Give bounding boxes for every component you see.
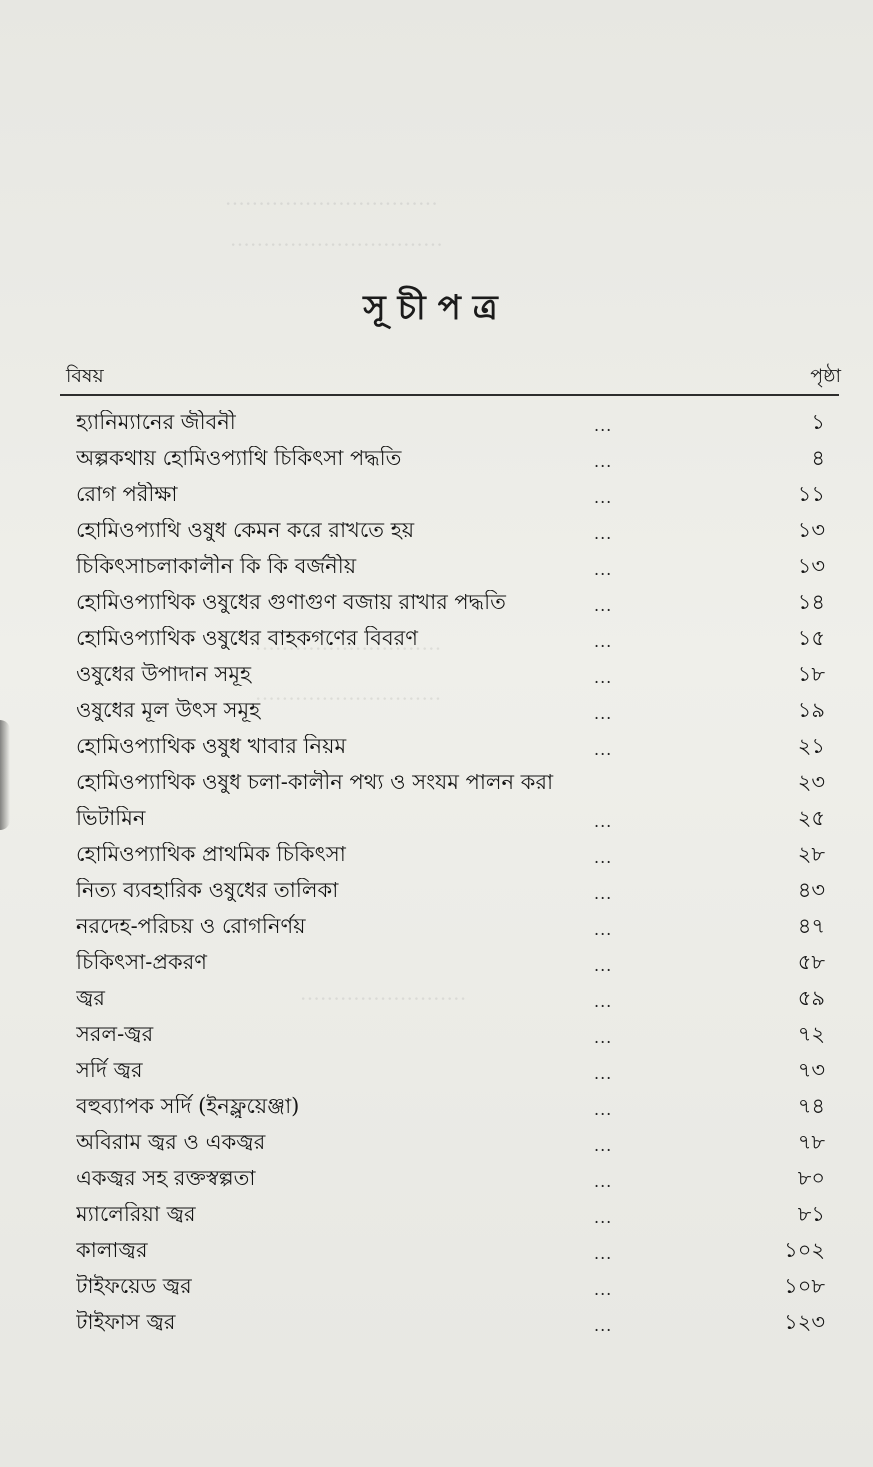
toc-entry-title: ভিটামিন [76,806,146,830]
toc-row [0,694,873,730]
dot-leader: ... [594,1316,613,1335]
toc-row [0,1306,873,1342]
toc-entry-title: হোমিওপ্যাথিক ওষুধের বাহকগণের বিবরণ [76,626,418,650]
toc-page-number: ৭৮ [797,1130,825,1154]
toc-row [0,1090,873,1126]
toc-row [0,982,873,1018]
page-heading: পৃষ্ঠা [810,365,841,387]
toc-row [0,1126,873,1162]
toc-page-number: ৮০ [797,1166,825,1190]
toc-page-number: ৭৪ [797,1094,825,1118]
dot-leader: ... [594,812,613,831]
toc-row [0,910,873,946]
dot-leader: ... [594,1100,613,1119]
show-through-text-4: ॱॱॱॱॱॱॱॱॱॱॱॱॱॱॱॱॱॱॱॱॱॱॱॱॱॱॱॱ [255,692,442,716]
toc-entry-title: হ্যানিম্যানের জীবনী [76,410,236,434]
toc-entry-title: টাইফয়েড জ্বর [76,1274,192,1298]
toc-row [0,658,873,694]
toc-row [0,730,873,766]
dot-leader: ... [594,524,613,543]
toc-page-number: ৮১ [797,1202,825,1226]
toc-entry-title: হোমিওপ্যাথি ওষুধ কেমন করে রাখতে হয় [76,518,415,542]
toc-page-number: ১৯ [797,698,825,722]
toc-entry-title: হোমিওপ্যাথিক ওষুধের গুণাগুণ বজায় রাখার পদ্ধতি [76,590,506,614]
toc-row [0,1270,873,1306]
show-through-text-3: ॱॱॱॱॱॱॱॱॱॱॱॱॱॱॱॱॱॱॱॱॱॱॱॱॱॱॱॱ [255,642,442,666]
dot-leader: ... [594,1136,613,1155]
toc-entry-title: সরল-জ্বর [76,1022,154,1046]
dot-leader: ... [594,956,613,975]
toc-entry-title: জ্বর [76,986,105,1010]
toc-page-number: ৪৭ [797,914,825,938]
dot-leader: ... [594,416,613,435]
toc-page-number: ১ [811,410,825,434]
dot-leader: ... [594,488,613,507]
header-divider [60,394,839,396]
dot-leader: ... [594,560,613,579]
toc-page-number: ২৮ [797,842,825,866]
toc-entry-title: ওষুধের উপাদান সমূহ [76,662,252,686]
dot-leader: ... [594,668,613,687]
toc-row [0,802,873,838]
dot-leader: ... [594,1028,613,1047]
toc-row [0,1198,873,1234]
show-through-text-2: ॱॱॱॱॱॱॱॱॱॱॱॱॱॱॱॱॱॱॱॱॱॱॱॱॱॱॱॱॱॱॱॱ [230,238,444,262]
toc-row [0,1054,873,1090]
toc-page-number: ১৩ [797,518,825,542]
dot-leader: ... [594,740,613,759]
toc-entry-title: হোমিওপ্যাথিক ওষুধ খাবার নিয়ম [76,734,347,758]
toc-page-number: ১০২ [784,1238,825,1262]
toc-entry-title: চিকিৎসাচলাকালীন কি কি বর্জনীয় [76,554,357,578]
toc-page-number: ১৩ [797,554,825,578]
toc-row [0,1234,873,1270]
toc-row [0,442,873,478]
toc-entry-title: টাইফাস জ্বর [76,1310,176,1334]
toc-entry-title: নরদেহ-পরিচয় ও রোগনির্ণয় [76,914,306,938]
toc-row [0,1018,873,1054]
toc-page-number: ৭৩ [797,1058,825,1082]
dot-leader: ... [594,1064,613,1083]
toc-row [0,406,873,442]
toc-entry-title: হোমিওপ্যাথিক ওষুধ চলা-কালীন পথ্য ও সংযম পালন করা [76,770,554,794]
toc-entry-title: রোগ পরীক্ষা [76,482,178,506]
table-of-contents [0,406,873,1342]
toc-page-number: ১১ [797,482,825,506]
toc-row [0,766,873,802]
toc-row [0,838,873,874]
dot-leader: ... [594,920,613,939]
toc-entry-title: সর্দি জ্বর [76,1058,143,1082]
contents-title: সূচীপত্র [363,288,510,328]
dot-leader: ... [594,1172,613,1191]
toc-row [0,1162,873,1198]
toc-page-number: ১৮ [797,662,825,686]
toc-page-number: ২৫ [797,806,825,830]
toc-page-number: ৪৩ [797,878,825,902]
dot-leader: ... [594,596,613,615]
toc-page-number: ২১ [797,734,825,758]
toc-page-number: ২৩ [797,770,825,794]
dot-leader: ... [594,884,613,903]
dot-leader: ... [594,452,613,471]
toc-entry-title: বহুব্যাপক সর্দি (ইনফ্লুয়েঞ্জা) [76,1094,300,1118]
toc-page-number: ১০৮ [784,1274,825,1298]
toc-entry-title: হোমিওপ্যাথিক প্রাথমিক চিকিৎসা [76,842,346,866]
subject-heading: বিষয় [66,365,104,387]
toc-page-number: ৭২ [797,1022,825,1046]
toc-row [0,622,873,658]
table-header [66,362,841,390]
toc-entry-title: একজ্বর সহ রক্তস্বল্পতা [76,1166,256,1190]
dot-leader: ... [594,1208,613,1227]
toc-row [0,514,873,550]
toc-entry-title: ওষুধের মূল উৎস সমূহ [76,698,261,722]
toc-entry-title: ম্যালেরিয়া জ্বর [76,1202,196,1226]
dot-leader: ... [594,1280,613,1299]
dot-leader: ... [594,848,613,867]
toc-row [0,586,873,622]
toc-page-number: ১২৩ [784,1310,825,1334]
toc-entry-title: নিত্য ব্যবহারিক ওষুধের তালিকা [76,878,339,902]
toc-row [0,874,873,910]
dot-leader: ... [594,992,613,1011]
dot-leader: ... [594,1244,613,1263]
dot-leader: ... [594,632,613,651]
toc-entry-title: চিকিৎসা-প্রকরণ [76,950,207,974]
toc-row [0,478,873,514]
toc-page-number: ১৫ [797,626,825,650]
show-through-text: ॱॱॱॱॱॱॱॱॱॱॱॱॱॱॱॱॱॱॱॱॱॱॱॱॱॱॱॱॱॱॱॱ [225,197,439,221]
show-through-text-5: ॱॱॱॱॱॱॱॱॱॱॱॱॱॱॱॱॱॱॱॱॱॱॱॱॱ [300,992,467,1016]
toc-page-number: ৫৮ [797,950,825,974]
toc-page-number: ৫৯ [797,986,825,1010]
toc-entry-title: কালাজ্বর [76,1238,148,1262]
dot-leader: ... [594,704,613,723]
toc-row [0,550,873,586]
toc-entry-title: অল্পকথায় হোমিওপ্যাথি চিকিৎসা পদ্ধতি [76,446,402,470]
toc-entry-title: অবিরাম জ্বর ও একজ্বর [76,1130,266,1154]
toc-page-number: ৪ [811,446,825,470]
toc-page-number: ১৪ [797,590,825,614]
toc-row [0,946,873,982]
